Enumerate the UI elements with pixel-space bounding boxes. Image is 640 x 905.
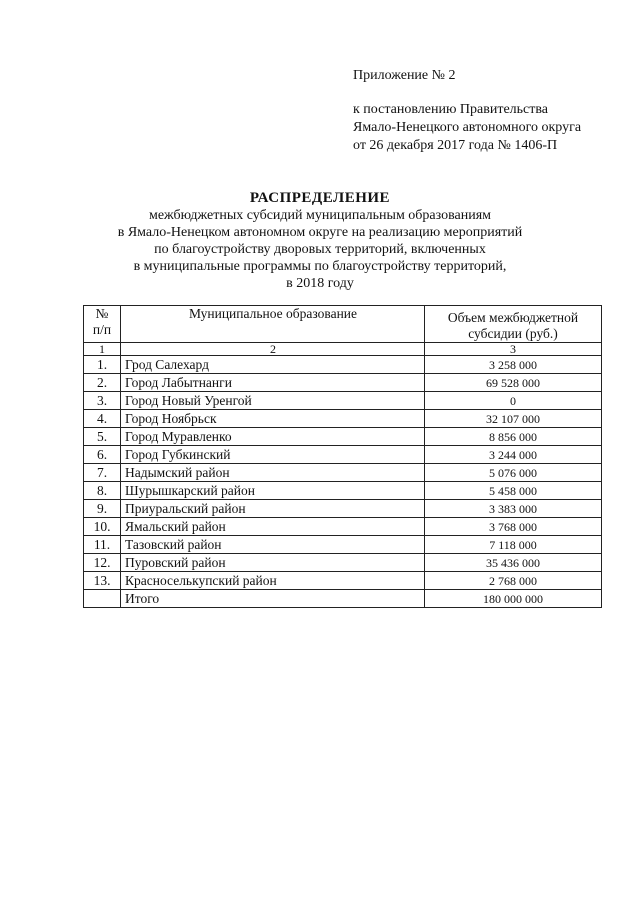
row-amount: 3 383 000 (425, 500, 602, 518)
row-entity-name: Город Муравленко (121, 428, 425, 446)
row-amount: 3 244 000 (425, 446, 602, 464)
table-row (84, 536, 602, 554)
header-number-line1: № (95, 306, 109, 321)
row-number: 3. (84, 392, 121, 410)
appendix-label: Приложение № 2 (353, 68, 456, 83)
row-amount: 2 768 000 (425, 572, 602, 590)
decree-reference (353, 101, 581, 155)
row-number: 11. (84, 536, 121, 554)
decree-line: Ямало-Ненецкого автономного округа (353, 120, 582, 135)
title-block (0, 189, 640, 292)
row-amount: 7 118 000 (425, 536, 602, 554)
table-row (84, 356, 602, 374)
distribution-table (83, 305, 602, 608)
row-entity-name: Грод Салехард (121, 356, 425, 374)
total-row (84, 590, 602, 608)
header-amount-line2: субсидии (руб.) (468, 326, 558, 341)
row-number: 12. (84, 554, 121, 572)
total-label: Итого (121, 590, 425, 608)
header-amount-line1: Объем межбюджетной (447, 310, 579, 325)
column-number: 2 (121, 343, 425, 356)
row-amount: 3 258 000 (425, 356, 602, 374)
table-row (84, 554, 602, 572)
row-number: 2. (84, 374, 121, 392)
subtitle-line: по благоустройству дворовых территорий, включенных (154, 242, 486, 257)
row-number: 8. (84, 482, 121, 500)
row-amount: 5 458 000 (425, 482, 602, 500)
row-number: 10. (84, 518, 121, 536)
table-header-row (84, 306, 602, 343)
row-amount: 8 856 000 (425, 428, 602, 446)
row-number: 4. (84, 410, 121, 428)
total-number-cell (84, 590, 121, 608)
table-row (84, 446, 602, 464)
column-number-row (84, 343, 602, 356)
row-entity-name: Красноселькупский район (121, 572, 425, 590)
row-number: 9. (84, 500, 121, 518)
table-body (84, 356, 602, 590)
row-number: 7. (84, 464, 121, 482)
table-row (84, 428, 602, 446)
table-row (84, 482, 602, 500)
row-amount: 0 (425, 392, 602, 410)
row-number: 1. (84, 356, 121, 374)
row-amount: 5 076 000 (425, 464, 602, 482)
table-row (84, 464, 602, 482)
table-row (84, 518, 602, 536)
document-title: РАСПРЕДЕЛЕНИЕ (249, 190, 391, 206)
row-entity-name: Тазовский район (121, 536, 425, 554)
table-row (84, 374, 602, 392)
column-number: 3 (425, 343, 602, 356)
row-number: 13. (84, 572, 121, 590)
row-number: 6. (84, 446, 121, 464)
row-entity-name: Надымский район (121, 464, 425, 482)
row-entity-name: Город Лабытнанги (121, 374, 425, 392)
header-number (84, 306, 121, 343)
row-amount: 35 436 000 (425, 554, 602, 572)
row-entity-name: Ямальский район (121, 518, 425, 536)
table-row (84, 500, 602, 518)
subtitle-line: межбюджетных субсидий муниципальным образованиям (148, 208, 492, 223)
table-row (84, 572, 602, 590)
total-amount: 180 000 000 (425, 590, 602, 608)
subtitle-line: в 2018 году (286, 276, 354, 291)
header-entity: Муниципальное образование (121, 306, 425, 343)
column-number: 1 (84, 343, 121, 356)
table-row (84, 392, 602, 410)
row-amount: 69 528 000 (425, 374, 602, 392)
row-entity-name: Пуровский район (121, 554, 425, 572)
row-amount: 32 107 000 (425, 410, 602, 428)
row-entity-name: Приуральский район (121, 500, 425, 518)
decree-line: от 26 декабря 2017 года № 1406-П (353, 138, 558, 153)
subtitle-line: в муниципальные программы по благоустройству территорий, (133, 259, 507, 274)
row-entity-name: Город Ноябрьск (121, 410, 425, 428)
table-row (84, 410, 602, 428)
header-amount (425, 306, 602, 343)
subtitle-line: в Ямало-Ненецком автономном округе на реализацию мероприятий (117, 225, 523, 240)
decree-line: к постановлению Правительства (353, 102, 549, 117)
row-number: 5. (84, 428, 121, 446)
header-number-line2: п/п (92, 322, 112, 337)
row-entity-name: Город Новый Уренгой (121, 392, 425, 410)
row-entity-name: Город Губкинский (121, 446, 425, 464)
row-amount: 3 768 000 (425, 518, 602, 536)
row-entity-name: Шурышкарский район (121, 482, 425, 500)
